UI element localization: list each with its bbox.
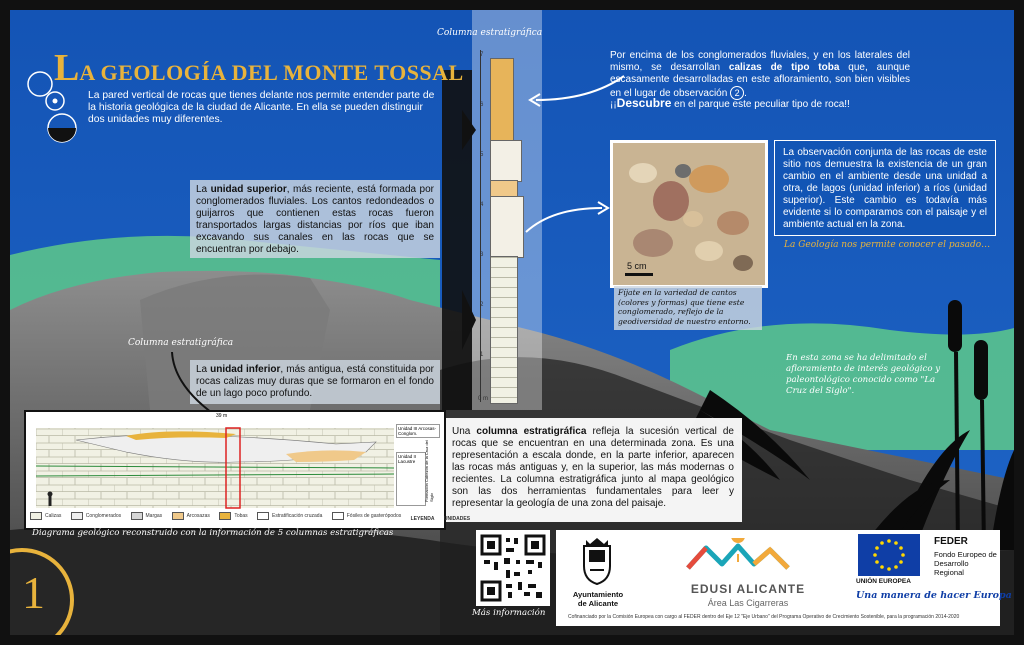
legend-estratificacion: Estratificación cruzada (272, 513, 323, 519)
funding-note: Cofinanciado por la Comisión Europea con cargo al FEDER dentro del Eje 12 "Eje Urbano" del Programa Operativo de Crecimiento Sostenible, para la programación 2014-2020 (568, 614, 960, 620)
zone-text: En esta zona se ha delimitado el afloramiento de interés geológico y paleontológico conocido como "La Cruz del Siglo". (786, 353, 941, 396)
diagram-unit-lower: Unidad II Lacustre (396, 452, 426, 506)
legend-arcosazas: Arcosazas (186, 513, 210, 519)
toba-text-pre: Por encima de los conglomerados fluviales, y en los laterales del mismo, se desarrollan (610, 50, 910, 73)
photo-scale-bar (625, 273, 653, 276)
tick-7: 7 (480, 52, 484, 58)
qr-code-icon (476, 530, 550, 606)
tick-6: 6 (480, 102, 484, 108)
strat-explanation-box (444, 418, 742, 522)
legend-title: LEYENDA (410, 516, 435, 522)
legend-calizas: Calizas (45, 513, 62, 519)
toba-text-bold: calizas de tipo toba (728, 62, 840, 73)
upper-unit-box (190, 180, 440, 258)
panel-number: 1 (22, 567, 45, 618)
page-title (54, 46, 464, 90)
strat-text-pre: Una (452, 426, 477, 437)
layer-conglomerate-2 (490, 196, 524, 258)
interpretive-panel (10, 10, 1014, 635)
conglomerate-photo (610, 140, 768, 288)
toba-text (610, 50, 910, 100)
lower-unit-pre: La (196, 364, 211, 375)
ayuntamiento-line1: Ayuntamiento (572, 590, 624, 599)
sponsors-bar (556, 530, 1012, 626)
tick-2: 2 (480, 302, 484, 308)
feder-label: FEDER (934, 536, 968, 547)
ayuntamiento-line2: de Alicante (577, 599, 619, 608)
edusi-subtitle: Área Las Cigarreras (707, 598, 789, 608)
diagram-caption: Diagrama geológico reconstruido con la información de 5 columnas estratigráficas (32, 528, 394, 538)
toba-text-end: . (744, 88, 747, 99)
eu-label: UNIÓN EUROPEA (856, 578, 911, 585)
lower-unit-bold: unidad inferior (210, 364, 281, 375)
eu-motto: Una manera de hacer Europa (856, 590, 1012, 601)
diagram-cross-section (36, 422, 394, 512)
photo-caption: Fíjate en la variedad de cantos (colores y formas) que tiene este conglomerado, reflejo de la geodiversidad de nuestro entorno. (614, 286, 762, 330)
legend-margas: Margas (145, 513, 163, 519)
alicante-coat-of-arms-icon (580, 536, 614, 586)
photo-scale: 5 cm (627, 261, 647, 271)
layer-limestone (490, 256, 518, 404)
edusi-title: EDUSI ALICANTE (690, 582, 806, 596)
diagram-unit-upper: Unidad III Arcosas-Conglom. (396, 424, 440, 438)
strat-text-bold: columna estratigráfica (476, 426, 587, 437)
discover-bold: Descubre (616, 96, 672, 110)
tick-0: 0 m (478, 396, 489, 402)
column-label-left: Columna estratigráfica (128, 338, 234, 348)
diagram-side-label: Formación Cabezón de la Cruz del Siglo (424, 440, 434, 502)
column-label-top: Columna estratigráfica (437, 28, 543, 38)
observation-box: La observación conjunta de las rocas de este sitio nos demuestra la existencia de un gran cambio en el ambiente desde una unidad a otra, de lagos (unidad inferior) a ríos (unidad superior). Este cambio es todavía más evidente si lo comparamos con el paisaje y el ambiente actual en la zona. (774, 140, 996, 236)
units-title: UNIDADES (443, 516, 471, 522)
title-initial: L (54, 47, 80, 89)
layer-conglomerate-1 (490, 140, 522, 182)
tick-1: 1 (480, 352, 484, 358)
feder-fund-line2: Desarrollo Regional (934, 559, 969, 577)
tick-3: 3 (480, 252, 484, 258)
arrow-to-toba-icon (520, 70, 630, 110)
geology-quote: La Geología nos permite conocer el pasado… (784, 240, 991, 250)
edusi-logo-icon (684, 538, 804, 572)
qr-code[interactable] (476, 530, 550, 606)
upper-unit-bold: unidad superior (210, 184, 287, 195)
tick-4: 4 (480, 202, 484, 208)
toba-text-post: que, aunque escasamente desarrolladas en este afloramiento, son bien visibles en el lugar de observación (610, 62, 911, 99)
feder-fund-line1: Fondo Europeo de (934, 550, 997, 559)
ayuntamiento-label (562, 590, 634, 608)
upper-unit-post: , más reciente, está formada por conglomerados fluviales. Los cantos redondeados o guijarros que contienen estas rocas fueron transportados largas distancias por ríos que iban excavando sus canales en las rocas que se encuentran por debajo. (196, 184, 434, 255)
discover-pre: ¡¡ (610, 99, 617, 110)
diagram-legend (30, 512, 471, 522)
tick-5: 5 (480, 152, 484, 158)
legend-conglomerados: Conglomerados (85, 513, 122, 519)
eu-flag-icon (858, 534, 920, 576)
more-info-link[interactable]: Más información (472, 608, 546, 618)
diagram-scale: 39 m (216, 413, 228, 419)
intro-text: La pared vertical de rocas que tienes delante nos permite entender parte de la historia geológica de la ciudad de Alicante. En ella se pueden distinguir dos unidades muy diferentes. (88, 90, 435, 125)
discover-post: en el parque este peculiar tipo de roca!! (671, 99, 850, 110)
lower-unit-post: , más antigua, está constituida por rocas calizas muy duras que se formaron en el fondo de un lago poco profundo. (196, 364, 435, 399)
observation-point-badge: 2 (730, 86, 744, 100)
column-pointer-icon (462, 110, 482, 350)
legend-tobas: Tobas (234, 513, 248, 519)
upper-unit-pre: La (196, 184, 211, 195)
feder-fund (934, 550, 1000, 577)
strat-text-post: refleja la sucesión vertical de rocas que se encuentran en una determinada zona. Es una representación a escala donde, en la parte inferior, aparecen las rocas más antiguas y, en la superior, las más modernas o recientes. La columna estratigráfica junto al mapa geológico son las dos herramientas fundamentales para leer y representar la geología de una zona del paisaje. (452, 426, 734, 509)
discover-text (610, 96, 850, 110)
stratigraphic-column (480, 50, 524, 410)
arrow-to-photo-icon (522, 198, 612, 238)
legend-fosiles: Fósiles de gasterópodos (346, 513, 402, 519)
layer-toba (490, 58, 514, 142)
title-text: A GEOLOGÍA DEL MONTE TOSSAL (79, 60, 464, 85)
